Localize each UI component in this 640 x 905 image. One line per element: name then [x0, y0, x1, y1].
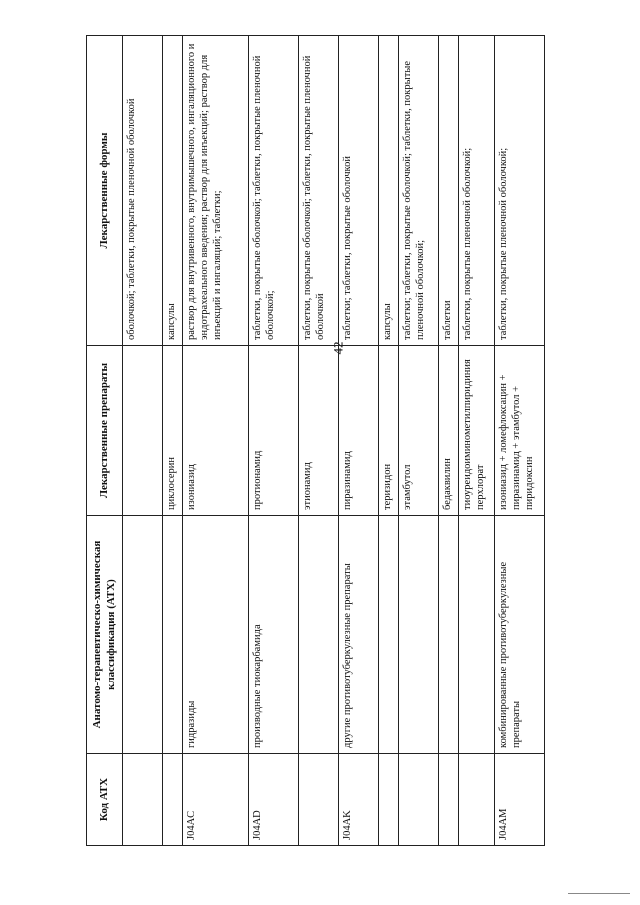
cell-drug: пиразинамид — [339, 346, 379, 516]
cell-code: J04AD — [249, 754, 299, 846]
cell-drug — [123, 346, 163, 516]
table-row — [163, 36, 183, 846]
cell-code: J04AC — [183, 754, 249, 846]
cell-drug: бедаквилин — [439, 346, 459, 516]
cell-drug: теризидон — [379, 346, 399, 516]
cell-class: гидразиды — [183, 516, 249, 754]
cell-forms: таблетки, покрытые оболочкой; таблетки, покрытые пленочной оболочкой; — [249, 36, 299, 346]
cell-drug: этионамид — [299, 346, 339, 516]
cell-forms: капсулы — [379, 36, 399, 346]
cell-forms: таблетки; таблетки, покрытые оболочкой; таблетки, покрытые пленочной оболочкой; — [399, 36, 439, 346]
table-row — [249, 36, 299, 846]
cell-forms: таблетки; таблетки, покрытые оболочкой — [339, 36, 379, 346]
cell-code — [299, 754, 339, 846]
cell-forms: раствор для внутривенного, внутримышечного, ингаляционного и эндотрахеального введения; раствор для инъекций; раствор для инъекций и ингаляций; таблетки; — [183, 36, 249, 346]
cell-code — [123, 754, 163, 846]
cell-drug: протионамид — [249, 346, 299, 516]
rotated-table-wrapper — [86, 36, 536, 846]
cell-drug: изониазид + ломефлоксацин + пиразинамид + этамбутол + пиридоксин — [495, 346, 545, 516]
cell-class — [459, 516, 495, 754]
cell-class: другие противотуберкулезные препараты — [339, 516, 379, 754]
cell-drug: изониазид — [183, 346, 249, 516]
cell-drug: этамбутол — [399, 346, 439, 516]
cell-forms: капсулы — [163, 36, 183, 346]
table-row — [339, 36, 379, 846]
cell-class — [439, 516, 459, 754]
cell-code — [459, 754, 495, 846]
cell-code: J04AK — [339, 754, 379, 846]
header-forms: Лекарственные формы — [87, 36, 123, 346]
table-row — [183, 36, 249, 846]
header-row — [87, 36, 123, 846]
cell-class — [163, 516, 183, 754]
cell-forms: таблетки, покрытые пленочной оболочкой; — [495, 36, 545, 346]
table-row — [495, 36, 545, 846]
cell-drug: циклосерин — [163, 346, 183, 516]
header-code: Код АТХ — [87, 754, 123, 846]
table-row — [459, 36, 495, 846]
cell-forms: таблетки — [439, 36, 459, 346]
cell-class — [379, 516, 399, 754]
cell-forms: оболочкой; таблетки, покрытые пленочной оболочкой — [123, 36, 163, 346]
cell-class — [399, 516, 439, 754]
cell-code: J04AM — [495, 754, 545, 846]
header-classification: Анатомо-терапевтическо-химическая классификация (АТХ) — [87, 516, 123, 754]
table-row — [123, 36, 163, 846]
cell-class — [123, 516, 163, 754]
cell-class: комбинированные противотуберкулезные препараты — [495, 516, 545, 754]
cell-forms: таблетки, покрытые оболочкой; таблетки, покрытые пленочной оболочкой — [299, 36, 339, 346]
cell-class: производные тиокарбамида — [249, 516, 299, 754]
page-number: 42 — [330, 341, 346, 355]
table-row — [379, 36, 399, 846]
atc-table — [86, 35, 545, 846]
cell-drug: тиоуреидоиминометилпиридиния перхлорат — [459, 346, 495, 516]
table-row — [299, 36, 339, 846]
table-row — [439, 36, 459, 846]
cell-code — [439, 754, 459, 846]
footer-divider — [568, 893, 630, 894]
cell-code — [163, 754, 183, 846]
cell-code — [379, 754, 399, 846]
cell-code — [399, 754, 439, 846]
header-drugs: Лекарственные препараты — [87, 346, 123, 516]
cell-forms: таблетки, покрытые пленочной оболочкой; — [459, 36, 495, 346]
table-row — [399, 36, 439, 846]
cell-class — [299, 516, 339, 754]
